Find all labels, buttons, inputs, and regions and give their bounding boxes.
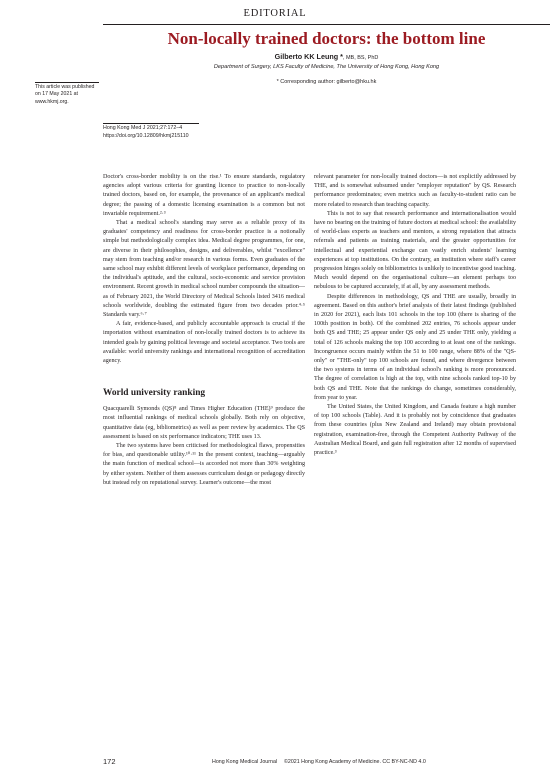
publication-note: This article was published on 17 May 2021 at www.hkmj.org. <box>35 84 95 105</box>
doi-link[interactable]: https://doi.org/10.12809/hkmj215110 <box>103 132 189 139</box>
page-number: 172 <box>103 757 116 766</box>
paragraph: That a medical school's standing may serve as a reliable proxy of its graduates' competency and readiness for cross-border practice is a notionally simple but methodologically complex idea. Medical degree programmes, for one, are diverse in their philosophies, designs, and deliverables, whilst "excellence" may stem from teaching and/or research in various forms. Even graduates of the same school may exhibit different levels of workplace performance, depending on the individual's aptitude, and the cultural, socio-economic and service provision environment. Recent growth in medical school number compounds the situation—as of February 2021, the World Directory of Medical Schools listed 3416 medical schools worldwide, doubling the estimated figure from two decades prior.⁴·⁵ Standards vary.⁶·⁷ <box>103 220 305 319</box>
author-degrees: , MB, BS, PhD <box>342 55 379 61</box>
paragraph: Quacquarelli Symonds (QS)⁸ and Times Higher Education (THE)⁹ produce the most influential rankings of medical schools globally. Both rely on objective, quantitative data (eg, bibliometrics) as well as peer review by academics. The QS assessment is based on six performance indicators; THE uses 13. <box>103 406 305 440</box>
author-affiliation: Department of Surgery, LKS Faculty of Medicine, The University of Hong Kong, Hong Kong <box>213 64 440 70</box>
publication-note-rule <box>35 82 99 83</box>
paragraph: The two systems have been criticised for methodological flaws, propensities for bias, and questionable utility.¹⁰·¹¹ In the present context, teaching—arguably the main function of medical school—is accorded not more than 30% weighting by either system. Neither of them assesses curriculum design or pedagogy directly but instead rely on reputational survey. Learner's outcome—the most <box>103 443 305 486</box>
paragraph: Doctor's cross-border mobility is on the rise.¹ To ensure standards, regulatory agencies adopt various criteria for granting licence to practice to non-locally trained doctors, based on, for example, the provenance of an applicant's medical degree; the passing of a domestic licensing examination is a common but not invariable requirement.²·³ <box>103 174 305 217</box>
body-column-left <box>103 173 305 488</box>
paragraph: A fair, evidence-based, and publicly accountable approach is crucial if the importation without examination of non-locally trained doctors is to achieve its intended goals by gaining political leverage and societal acceptance. Two tools are available: world university rankings and international recognition of accreditation agency. <box>103 321 305 365</box>
section-heading: World university ranking <box>103 388 206 399</box>
citation-block <box>103 125 189 141</box>
section-label: EDITORIAL <box>243 8 307 19</box>
footer-copyright: ©2021 Hong Kong Academy of Medicine. CC BY-NC-ND 4.0 <box>284 759 426 765</box>
corresponding-author: * Corresponding author: gilberto@hku.hk <box>276 79 377 85</box>
citation-rule <box>103 123 199 124</box>
author-name: Gilberto KK Leung * <box>274 52 343 61</box>
body-column-right <box>314 173 516 458</box>
paragraph: relevant parameter for non-locally trained doctors—is not explicitly addressed by THE, and is somewhat subsumed under "employer reputation" by QS. Research performance predominates; even metrics such as faculty-to-student ratio can be more related to research than teaching capacity. <box>314 174 516 208</box>
journal-citation: Hong Kong Med J 2021;27:172–4 <box>103 125 183 131</box>
article-title: Non-locally trained doctors: the bottom line <box>167 29 486 48</box>
header-rule <box>103 24 550 25</box>
footer-journal-name: Hong Kong Medical Journal <box>212 759 278 765</box>
paragraph: This is not to say that research performance and internationalisation would have no bearing on the training of future doctors at medical school: the availability of world-class experts as teachers and mentors, a strong reputation that attracts referrals and patients as training materials, and the greater opportunities for intellectual and experiential exchange can vastly enrich students' learning experiences at top institutions. On the contrary, an institution where staff's career progression hinges solely on bibliometrics is unlikely to incentivise good teaching. Much would depend on the organisational culture—an element perhaps too nebulous to be captured accurately, if at all, by any assessment methods. <box>314 210 516 291</box>
author-line <box>103 52 550 61</box>
paragraph: Despite differences in methodology, QS and THE are usually, broadly in agreement. Based on this author's brief analysis of their latest findings (published in 2020 for 2021), each lists 101 schools in the top 100 (there is sharing of the 100th position in both). Of the combined 202 entries, 76 schools appear under both QS and THE; 25 appear under QS only and 25 under THE only, yielding a total of 126 schools making the top 100 according to at least one of the rankings. Incongruence occurs mainly within the 51 to 100 range, where 88% of the "QS-only" or "THE-only" top 100 schools are found, and where divergence between the two systems in terms of an individual school's ranking is more pronounced. The degree of correlation is high at the top, with nine schools ranked top-10 by both QS and THE. Note that the rankings do change, sometimes considerably, from year to year. <box>314 293 516 401</box>
paragraph: The United States, the United Kingdom, and Canada feature a high number of top 100 schools (Table). And it is probably not by coincidence that graduates from these countries (plus New Zealand and Ireland) may obtain provisional registration, examination-free, through the Competent Authority Pathway of the Australian Medical Board, and gain full registration after 12 months of supervised practice.³ <box>314 404 516 457</box>
